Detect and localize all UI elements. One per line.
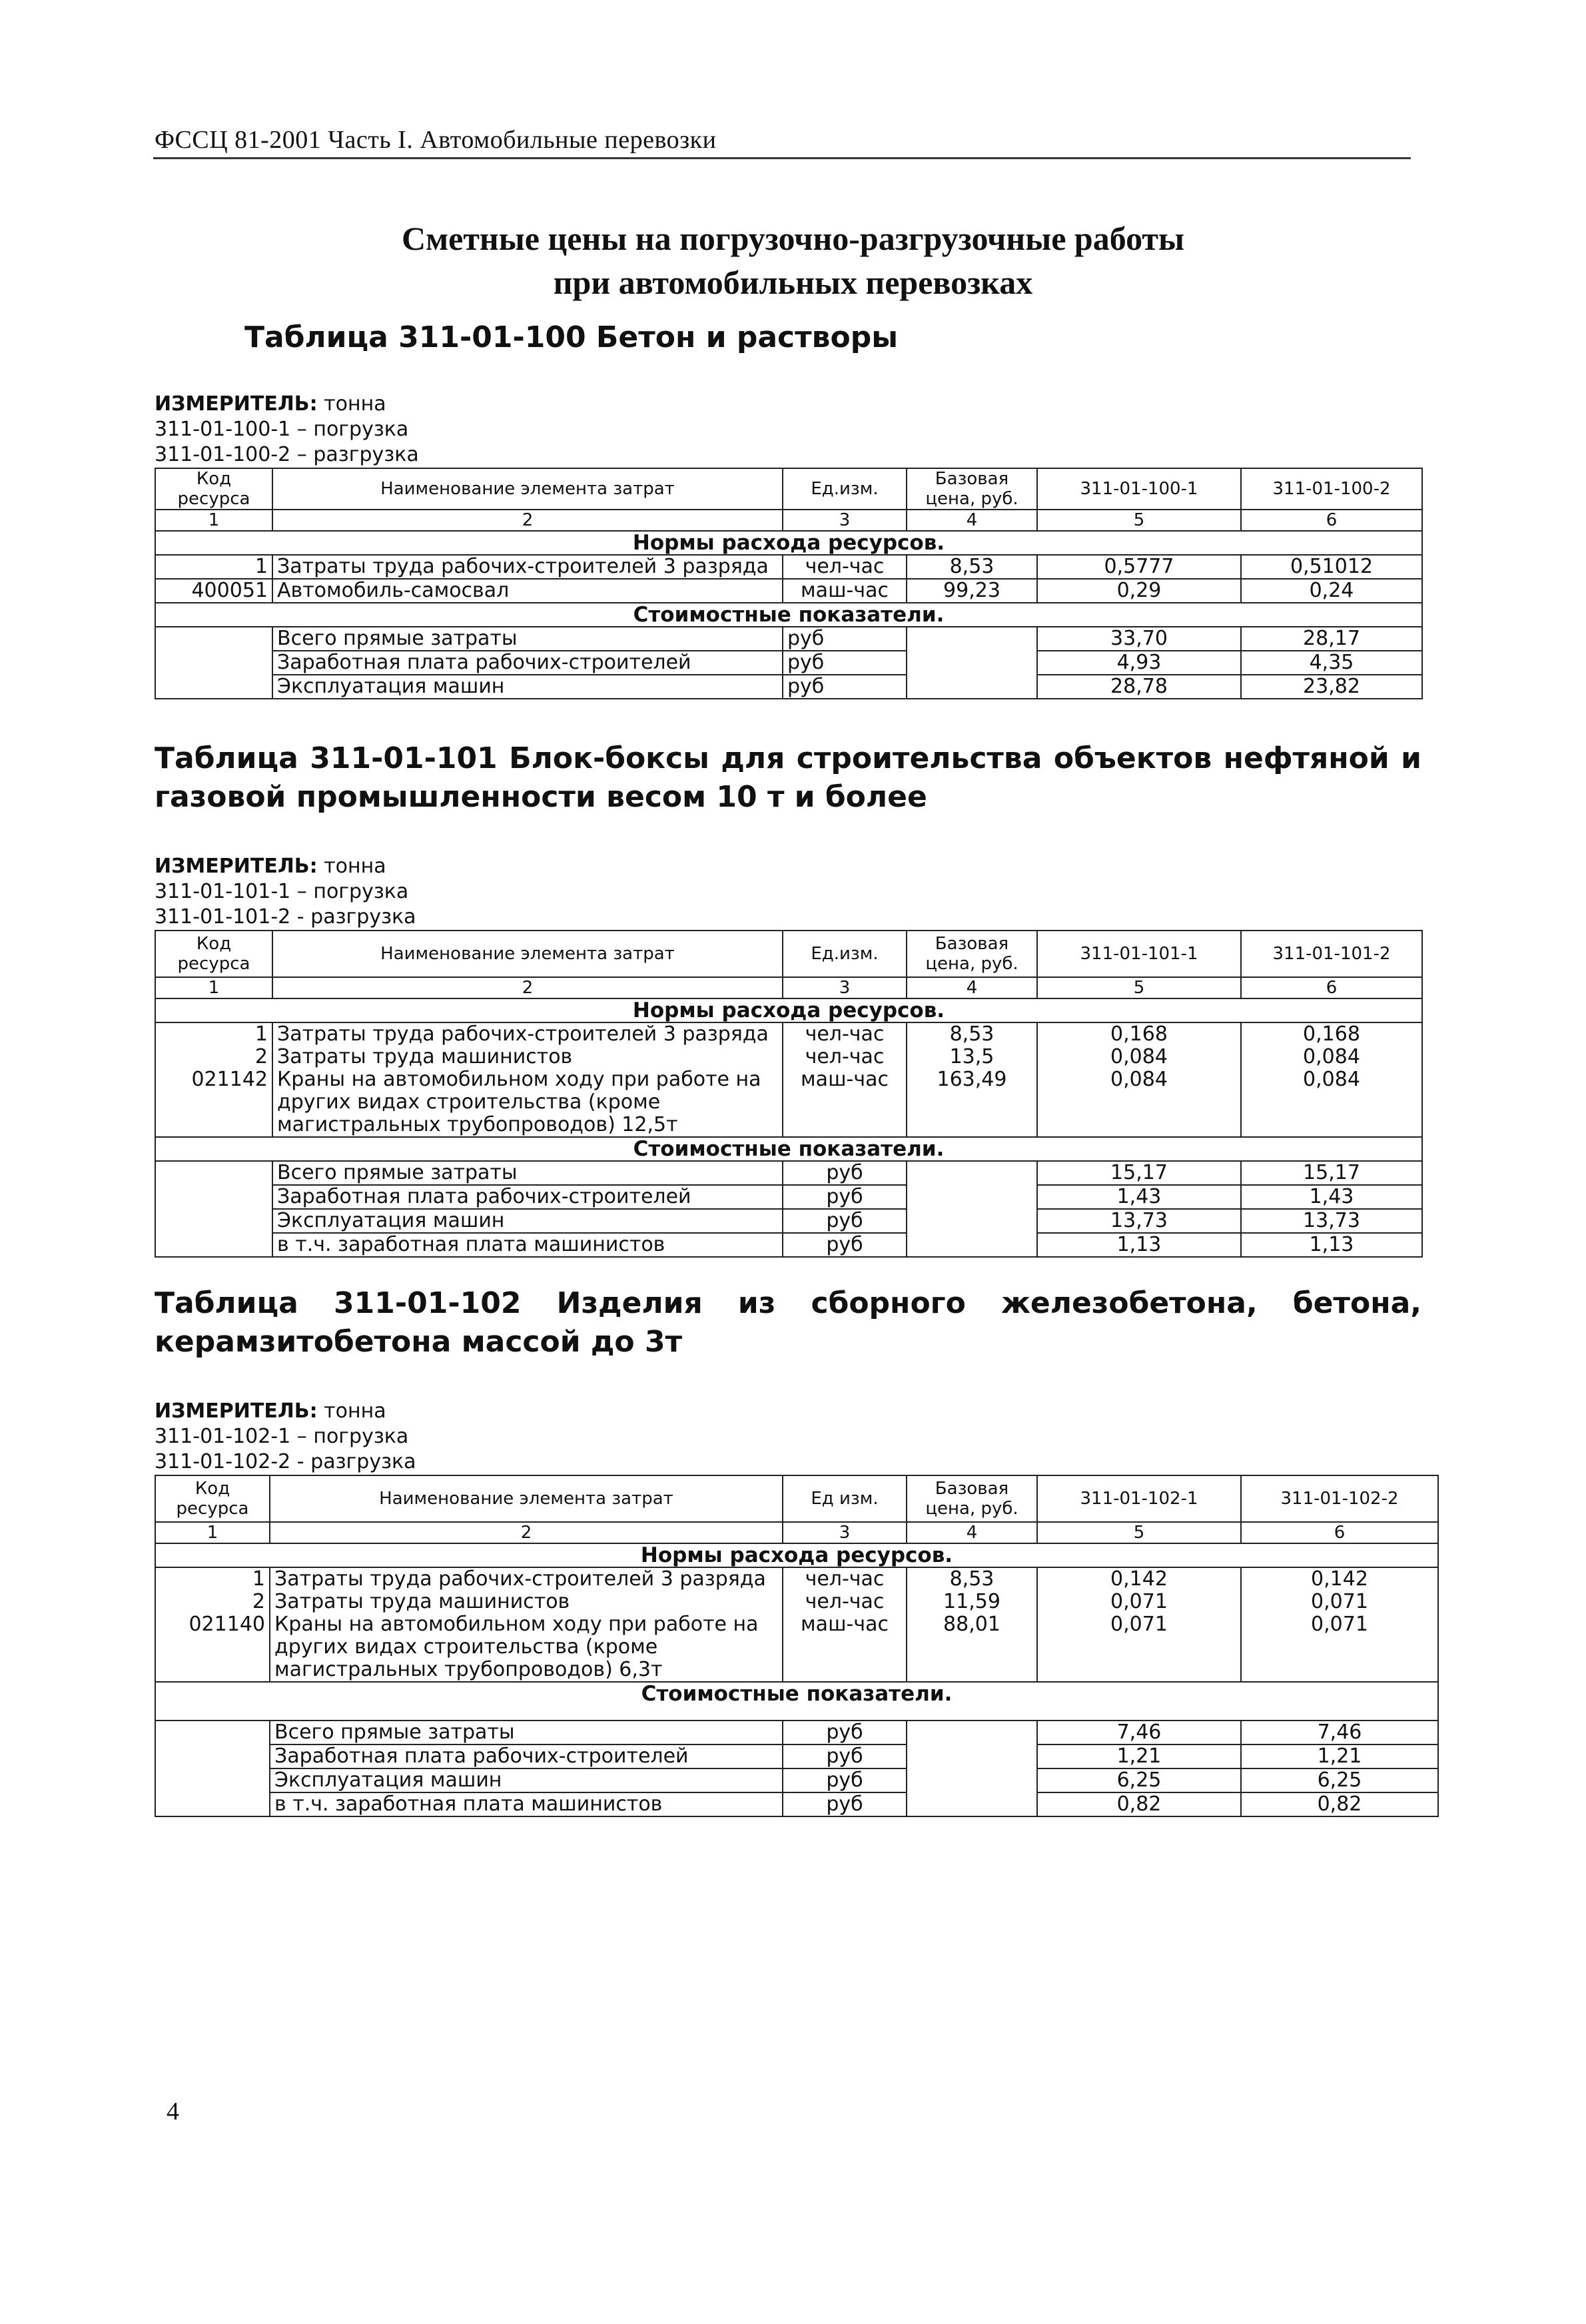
empty-cell	[155, 1161, 272, 1257]
column-header: 311-01-100-2	[1241, 468, 1422, 510]
column-number: 1	[155, 510, 272, 531]
base-price-cell: 8,53	[907, 555, 1037, 579]
cost-element-name: Затраты труда машинистов	[270, 1591, 783, 1613]
value-cell: 15,17	[1037, 1161, 1241, 1185]
value-cell: 6,25	[1241, 1768, 1438, 1792]
cost-indicator-name: Эксплуатация машин	[272, 1209, 783, 1233]
estimate-table	[155, 930, 1423, 1258]
resource-code: 021140	[155, 1613, 270, 1682]
name-line: магистральных трубопроводов) 12,5т	[277, 1113, 678, 1136]
column-number: 4	[907, 510, 1037, 531]
meter-unit: тонна	[324, 1399, 386, 1423]
table-row	[155, 1744, 1438, 1768]
empty-cell	[907, 627, 1037, 699]
column-header: Наименование элемента затрат	[272, 931, 783, 977]
resource-code: 021142	[155, 1068, 272, 1137]
column-number: 1	[155, 977, 272, 998]
table-block-311-01-101	[155, 739, 1421, 1258]
column-number-row	[155, 977, 1422, 998]
unit-cell: руб	[783, 627, 907, 651]
page-title-line2: при автомобильных перевозках	[553, 264, 1033, 301]
base-price-cell: 13,5	[907, 1046, 1037, 1068]
column-number: 4	[907, 1522, 1037, 1543]
value-cell: 0,071	[1037, 1591, 1241, 1613]
cost-indicator-name: Всего прямые затраты	[272, 1161, 783, 1185]
running-header: ФССЦ 81-2001 Часть I. Автомобильные перевозки	[155, 126, 717, 154]
value-cell: 0,51012	[1241, 555, 1422, 579]
unit-cell: руб	[783, 1185, 907, 1209]
unit-cell: руб	[783, 1233, 907, 1257]
value-cell: 0,168	[1037, 1022, 1241, 1046]
value-cell: 23,82	[1241, 675, 1422, 699]
base-price-cell: 8,53	[907, 1022, 1037, 1046]
value-cell: 1,43	[1241, 1185, 1422, 1209]
base-price-cell: 163,49	[907, 1068, 1037, 1137]
table-row	[155, 579, 1422, 603]
table-title-line2: газовой промышленности весом 10 т и более	[155, 780, 927, 814]
resource-code: 1	[155, 1022, 272, 1046]
column-number: 3	[783, 977, 907, 998]
unit-cell: руб	[783, 675, 907, 699]
column-header: Базовая цена, руб.	[907, 468, 1037, 510]
section-heading: Стоимостные показатели.	[155, 603, 1422, 627]
unit-cell: руб	[783, 1768, 907, 1792]
column-number: 5	[1037, 510, 1241, 531]
unit-cell: руб	[783, 1161, 907, 1185]
column-header: Наименование элемента затрат	[272, 468, 783, 510]
column-number: 2	[270, 1522, 783, 1543]
section-row	[155, 1137, 1422, 1161]
meter-unit: тонна	[324, 392, 386, 416]
column-header: Ед.изм.	[783, 931, 907, 977]
unit-cell: чел-час	[783, 1591, 907, 1613]
value-cell: 0,071	[1241, 1613, 1438, 1682]
cost-element-name: Автомобиль-самосвал	[272, 579, 783, 603]
name-line: других видах строительства (кроме	[274, 1635, 658, 1659]
meter-unit: тонна	[324, 855, 386, 878]
section-row	[155, 998, 1422, 1022]
value-cell: 13,73	[1037, 1209, 1241, 1233]
meter-line: 311-01-102-1 – погрузка	[155, 1425, 409, 1448]
header-rule	[153, 157, 1411, 159]
value-cell: 1,21	[1241, 1744, 1438, 1768]
meter-line: 311-01-101-2 - разгрузка	[155, 905, 416, 929]
section-heading: Стоимостные показатели.	[155, 1137, 1422, 1161]
table-row	[155, 1068, 1422, 1137]
table-header-row	[155, 1475, 1438, 1522]
meter-info	[155, 392, 1421, 468]
value-cell: 0,084	[1037, 1068, 1241, 1137]
meter-line: 311-01-100-2 – разгрузка	[155, 443, 419, 466]
table-row	[155, 1022, 1422, 1046]
table-header-row	[155, 931, 1422, 977]
section-heading: Нормы расхода ресурсов.	[155, 1543, 1438, 1567]
meter-line: 311-01-100-1 – погрузка	[155, 418, 409, 441]
value-cell: 0,142	[1241, 1567, 1438, 1591]
value-cell: 0,24	[1241, 579, 1422, 603]
column-header: 311-01-102-1	[1037, 1475, 1241, 1522]
column-number: 6	[1241, 1522, 1438, 1543]
cost-indicator-name: Заработная плата рабочих-строителей	[272, 651, 783, 675]
resource-code: 1	[155, 1567, 270, 1591]
resource-code: 400051	[155, 579, 272, 603]
value-cell: 0,82	[1241, 1792, 1438, 1816]
page-number: 4	[167, 2098, 179, 2126]
value-cell: 1,43	[1037, 1185, 1241, 1209]
column-number: 5	[1037, 1522, 1241, 1543]
table-title-line1: Таблица 311-01-101 Блок-боксы для строительства объектов нефтяной и	[155, 741, 1421, 775]
table-row	[155, 1161, 1422, 1185]
value-cell: 4,93	[1037, 651, 1241, 675]
column-header: Базовая цена, руб.	[907, 1475, 1037, 1522]
unit-cell: чел-час	[783, 1567, 907, 1591]
value-cell: 1,21	[1037, 1744, 1241, 1768]
name-line: Краны на автомобильном ходу при работе на	[277, 1068, 761, 1091]
base-price-cell: 99,23	[907, 579, 1037, 603]
value-cell: 0,29	[1037, 579, 1241, 603]
table-row	[155, 555, 1422, 579]
table-row	[155, 1591, 1438, 1613]
value-cell: 0,084	[1241, 1046, 1422, 1068]
column-number: 1	[155, 1522, 270, 1543]
value-cell: 4,35	[1241, 651, 1422, 675]
unit-cell: маш-час	[783, 579, 907, 603]
unit-cell: руб	[783, 1744, 907, 1768]
section-row	[155, 1543, 1438, 1567]
value-cell: 0,5777	[1037, 555, 1241, 579]
table-row	[155, 1721, 1438, 1744]
meter-label: ИЗМЕРИТЕЛЬ:	[155, 1399, 318, 1423]
column-header: 311-01-100-1	[1037, 468, 1241, 510]
page-title	[0, 216, 1586, 304]
table-title	[155, 1284, 1421, 1361]
unit-cell: маш-час	[783, 1068, 907, 1137]
meter-label: ИЗМЕРИТЕЛЬ:	[155, 855, 318, 878]
meter-line: 311-01-101-1 – погрузка	[155, 880, 409, 903]
unit-cell: руб	[783, 1792, 907, 1816]
name-line: магистральных трубопроводов) 6,3т	[274, 1658, 663, 1681]
value-cell: 0,168	[1241, 1022, 1422, 1046]
estimate-table	[155, 1475, 1439, 1817]
column-header: Ед.изм.	[783, 468, 907, 510]
column-number: 6	[1241, 510, 1422, 531]
estimate-table	[155, 468, 1423, 699]
empty-cell	[907, 1161, 1037, 1257]
value-cell: 1,13	[1241, 1233, 1422, 1257]
section-heading: Нормы расхода ресурсов.	[155, 998, 1422, 1022]
column-header: 311-01-102-2	[1241, 1475, 1438, 1522]
value-cell: 28,17	[1241, 627, 1422, 651]
column-number: 2	[272, 977, 783, 998]
table-title-line1: Таблица 311-01-102 Изделия из сборного железобетона, бетона,	[155, 1286, 1421, 1320]
table-row	[155, 627, 1422, 651]
table-row	[155, 1185, 1422, 1209]
cost-indicator-name: Заработная плата рабочих-строителей	[270, 1744, 783, 1768]
column-header: Ед изм.	[783, 1475, 907, 1522]
column-number: 6	[1241, 977, 1422, 998]
table-row	[155, 1567, 1438, 1591]
empty-cell	[907, 1721, 1037, 1816]
value-cell: 28,78	[1037, 675, 1241, 699]
value-cell: 6,25	[1037, 1768, 1241, 1792]
unit-cell: чел-час	[783, 1022, 907, 1046]
cost-element-name: Затраты труда рабочих-строителей 3 разряда	[270, 1567, 783, 1591]
table-title-line2: керамзитобетона массой до 3т	[155, 1325, 683, 1359]
table-row	[155, 651, 1422, 675]
column-header: Код ресурса	[155, 931, 272, 977]
column-number: 3	[783, 510, 907, 531]
unit-cell: маш-час	[783, 1613, 907, 1682]
column-number: 5	[1037, 977, 1241, 998]
value-cell: 13,73	[1241, 1209, 1422, 1233]
value-cell: 15,17	[1241, 1161, 1422, 1185]
value-cell: 0,084	[1037, 1046, 1241, 1068]
value-cell: 0,142	[1037, 1567, 1241, 1591]
cost-indicator-name: Заработная плата рабочих-строителей	[272, 1185, 783, 1209]
meter-label: ИЗМЕРИТЕЛЬ:	[155, 392, 318, 416]
table-row	[155, 1768, 1438, 1792]
column-header: 311-01-101-1	[1037, 931, 1241, 977]
table-block-311-01-102	[155, 1284, 1437, 1817]
table-row	[155, 1613, 1438, 1682]
base-price-cell: 88,01	[907, 1613, 1037, 1682]
cost-element-name	[270, 1613, 783, 1682]
column-header: Код ресурса	[155, 1475, 270, 1522]
unit-cell: чел-час	[783, 1046, 907, 1068]
column-number-row	[155, 510, 1422, 531]
empty-cell	[155, 1721, 270, 1816]
unit-cell: руб	[783, 1209, 907, 1233]
table-block-311-01-100	[155, 318, 1421, 699]
section-row	[155, 531, 1422, 555]
table-title	[155, 739, 1421, 817]
cost-element-name	[272, 1068, 783, 1137]
table-row	[155, 1209, 1422, 1233]
cost-indicator-name: в т.ч. заработная плата машинистов	[272, 1233, 783, 1257]
section-heading: Стоимостные показатели.	[155, 1682, 1438, 1721]
value-cell: 1,13	[1037, 1233, 1241, 1257]
meter-line: 311-01-102-2 - разгрузка	[155, 1450, 416, 1473]
column-header: Базовая цена, руб.	[907, 931, 1037, 977]
meter-info	[155, 1399, 1437, 1475]
column-header: Код ресурса	[155, 468, 272, 510]
value-cell: 0,071	[1037, 1613, 1241, 1682]
section-heading: Нормы расхода ресурсов.	[155, 531, 1422, 555]
cost-indicator-name: Всего прямые затраты	[272, 627, 783, 651]
resource-code: 2	[155, 1046, 272, 1068]
section-row	[155, 603, 1422, 627]
table-row	[155, 1233, 1422, 1257]
cost-element-name: Затраты труда машинистов	[272, 1046, 783, 1068]
cost-element-name: Затраты труда рабочих-строителей 3 разряда	[272, 555, 783, 579]
cost-indicator-name: Эксплуатация машин	[272, 675, 783, 699]
name-line: Краны на автомобильном ходу при работе на	[274, 1613, 759, 1636]
value-cell: 0,071	[1241, 1591, 1438, 1613]
meter-info	[155, 854, 1421, 930]
unit-cell: руб	[783, 651, 907, 675]
base-price-cell: 11,59	[907, 1591, 1037, 1613]
unit-cell: руб	[783, 1721, 907, 1744]
column-number: 2	[272, 510, 783, 531]
table-title: Таблица 311-01-100 Бетон и растворы	[244, 320, 898, 354]
table-row	[155, 1046, 1422, 1068]
page-title-line1: Сметные цены на погрузочно-разгрузочные работы	[401, 220, 1185, 257]
value-cell: 0,084	[1241, 1068, 1422, 1137]
resource-code: 2	[155, 1591, 270, 1613]
table-row	[155, 1792, 1438, 1816]
value-cell: 0,82	[1037, 1792, 1241, 1816]
value-cell: 33,70	[1037, 627, 1241, 651]
resource-code: 1	[155, 555, 272, 579]
name-line: других видах строительства (кроме	[277, 1090, 661, 1114]
column-header: 311-01-101-2	[1241, 931, 1422, 977]
base-price-cell: 8,53	[907, 1567, 1037, 1591]
column-number: 3	[783, 1522, 907, 1543]
value-cell: 7,46	[1037, 1721, 1241, 1744]
column-header: Наименование элемента затрат	[270, 1475, 783, 1522]
cost-indicator-name: Всего прямые затраты	[270, 1721, 783, 1744]
table-row	[155, 675, 1422, 699]
unit-cell: чел-час	[783, 555, 907, 579]
cost-indicator-name: в т.ч. заработная плата машинистов	[270, 1792, 783, 1816]
column-number-row	[155, 1522, 1438, 1543]
cost-indicator-name: Эксплуатация машин	[270, 1768, 783, 1792]
column-number: 4	[907, 977, 1037, 998]
cost-element-name: Затраты труда рабочих-строителей 3 разряда	[272, 1022, 783, 1046]
value-cell: 7,46	[1241, 1721, 1438, 1744]
empty-cell	[155, 627, 272, 699]
section-row	[155, 1682, 1438, 1721]
table-header-row	[155, 468, 1422, 510]
